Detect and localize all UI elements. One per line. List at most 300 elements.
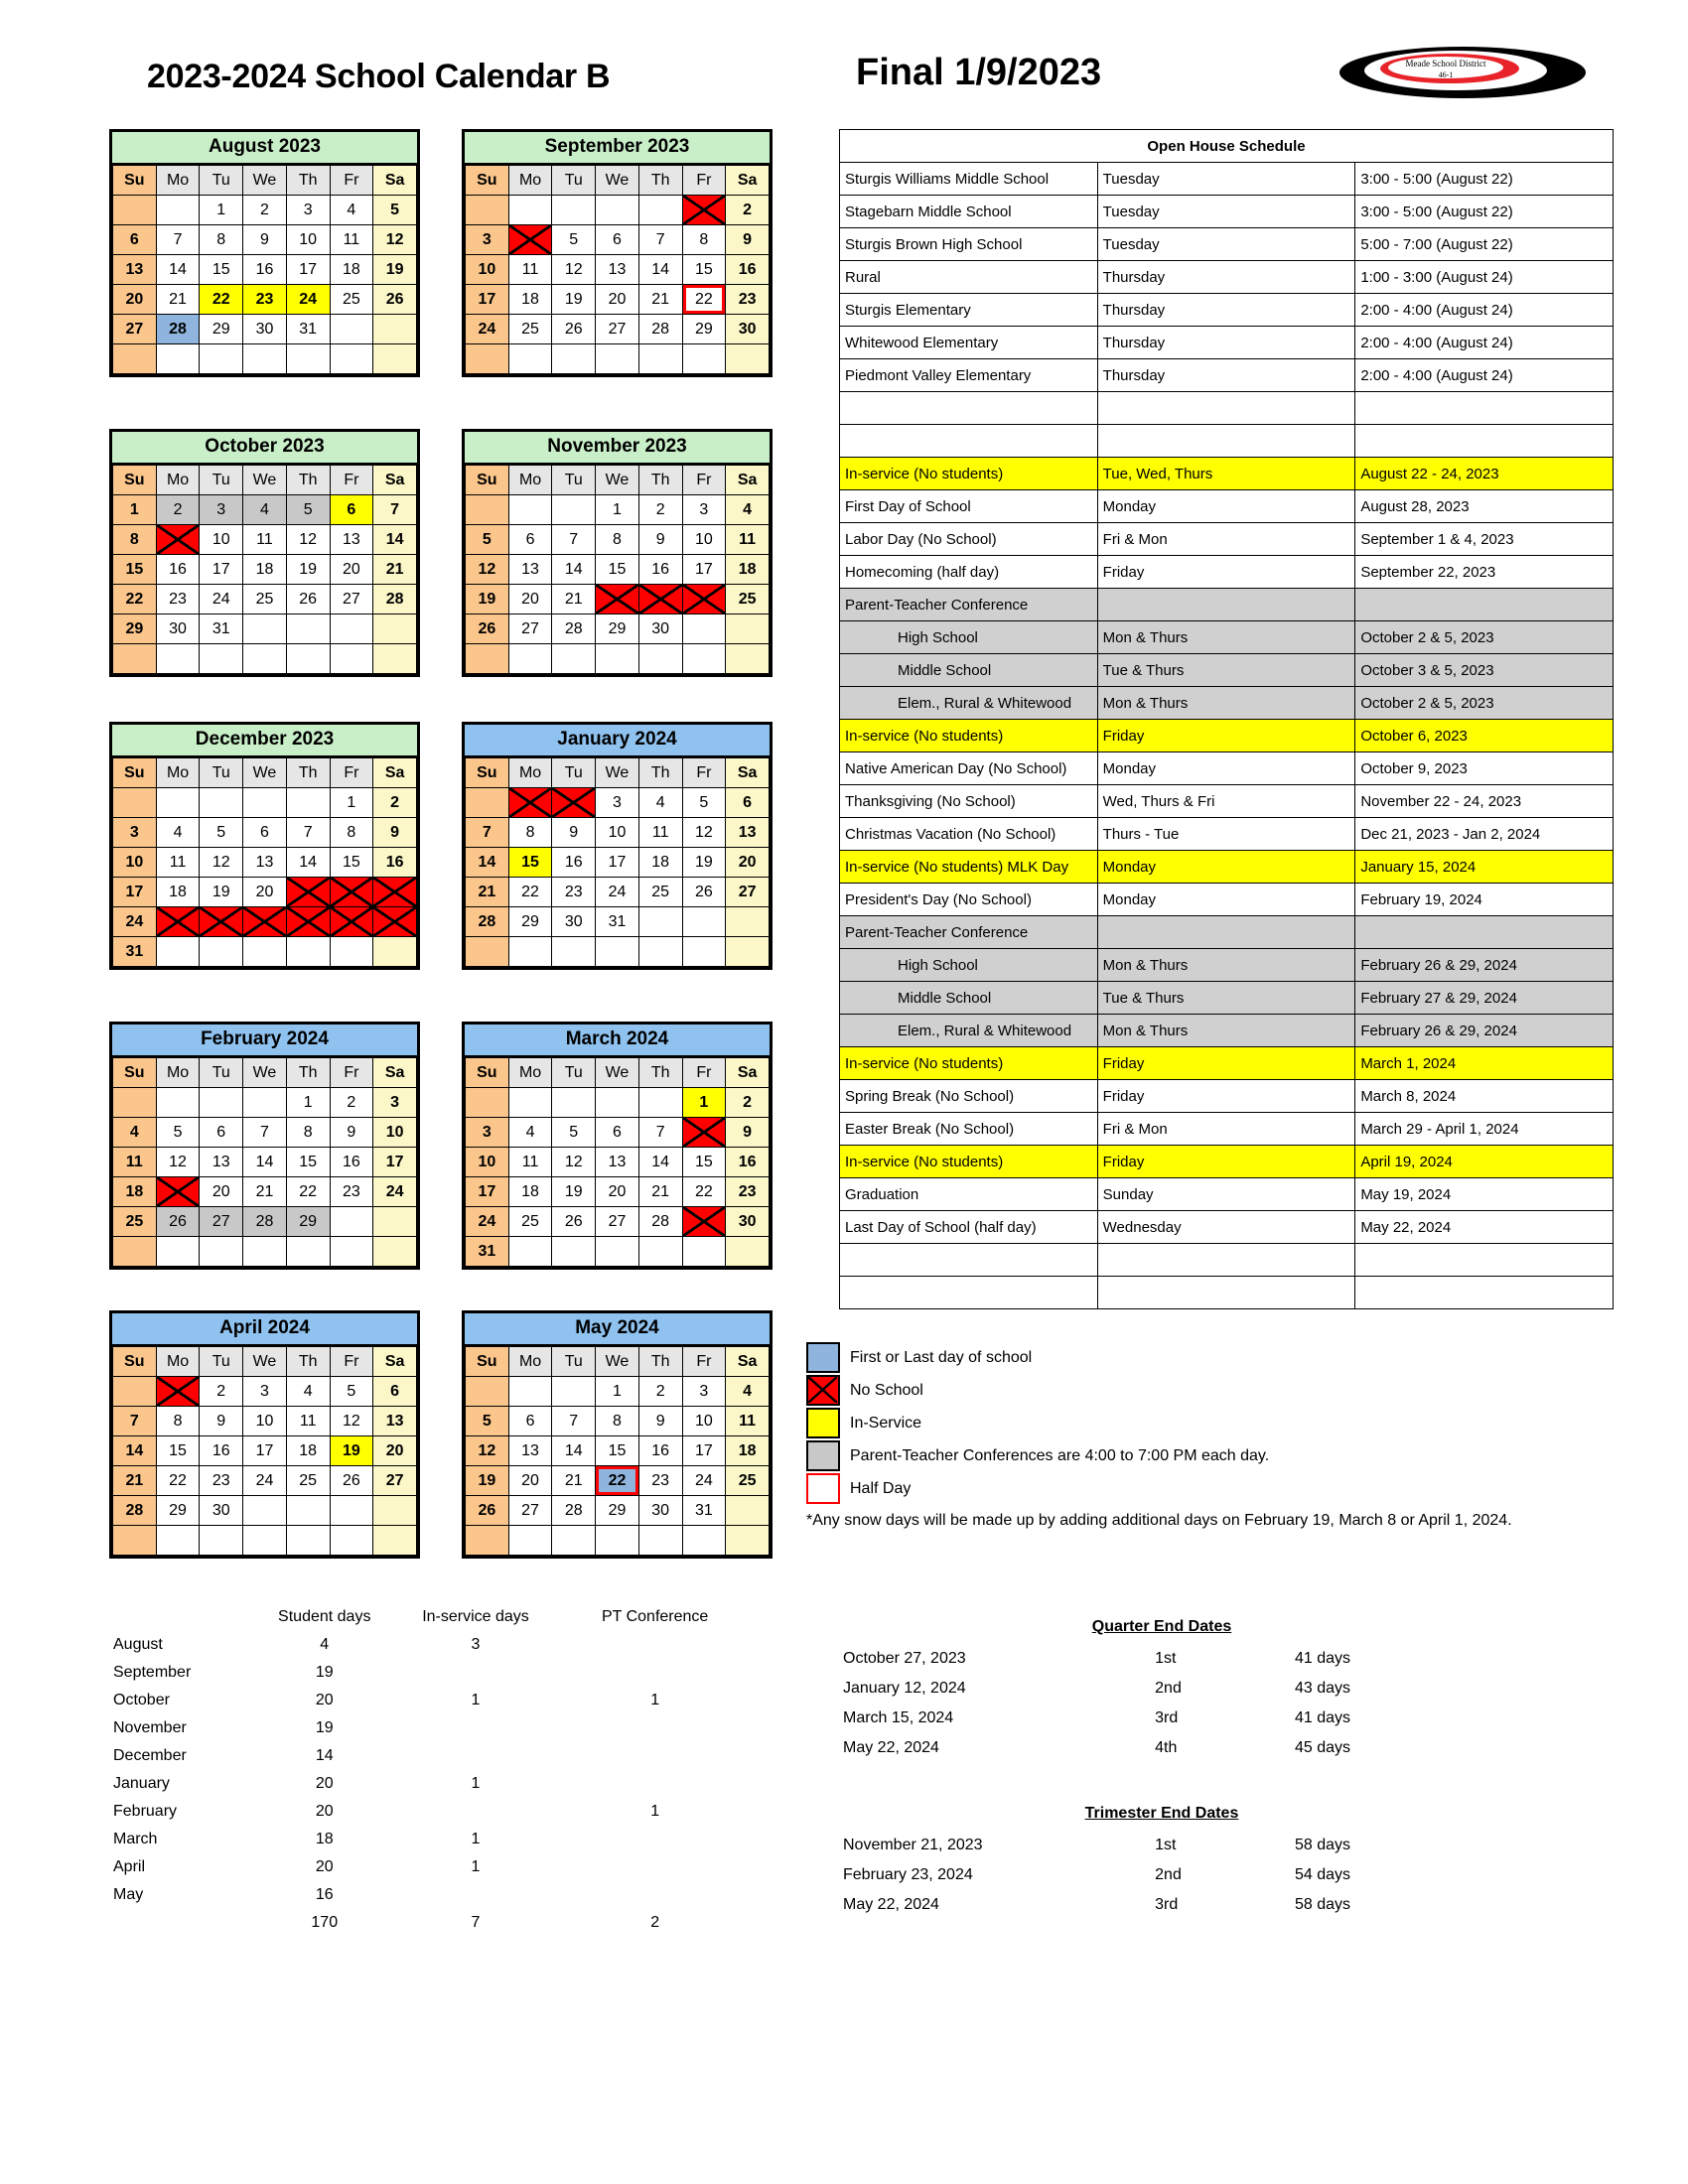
calendar-day-12[interactable]: 12 bbox=[286, 525, 330, 555]
calendar-day-24[interactable]: 24 bbox=[466, 1207, 509, 1237]
calendar-day-25[interactable]: 25 bbox=[508, 315, 552, 344]
calendar-day-3[interactable]: 3 bbox=[243, 1377, 287, 1407]
calendar-day-20[interactable]: 20 bbox=[508, 1466, 552, 1496]
calendar-day-2[interactable] bbox=[552, 788, 596, 818]
calendar-day-18[interactable]: 18 bbox=[330, 255, 373, 285]
calendar-day-15[interactable]: 15 bbox=[156, 1436, 200, 1466]
calendar-day-26[interactable]: 26 bbox=[552, 315, 596, 344]
calendar-day-11[interactable]: 11 bbox=[726, 1407, 770, 1436]
calendar-day-7[interactable]: 7 bbox=[552, 1407, 596, 1436]
calendar-day-10[interactable]: 10 bbox=[682, 525, 726, 555]
calendar-day-12[interactable]: 12 bbox=[466, 555, 509, 585]
calendar-day-23[interactable]: 23 bbox=[726, 1177, 770, 1207]
calendar-day-27[interactable]: 27 bbox=[726, 878, 770, 907]
calendar-day-7[interactable]: 7 bbox=[243, 1118, 287, 1148]
calendar-day-30[interactable] bbox=[373, 907, 417, 937]
calendar-day-5[interactable]: 5 bbox=[286, 495, 330, 525]
calendar-day-29[interactable]: 29 bbox=[508, 907, 552, 937]
calendar-day-15[interactable]: 15 bbox=[508, 848, 552, 878]
calendar-day-10[interactable]: 10 bbox=[682, 1407, 726, 1436]
calendar-day-22[interactable]: 22 bbox=[508, 878, 552, 907]
calendar-day-18[interactable]: 18 bbox=[113, 1177, 157, 1207]
calendar-day-25[interactable]: 25 bbox=[243, 585, 287, 614]
calendar-day-3[interactable]: 3 bbox=[373, 1088, 417, 1118]
calendar-day-9[interactable]: 9 bbox=[726, 225, 770, 255]
calendar-day-21[interactable]: 21 bbox=[113, 1466, 157, 1496]
calendar-day-28[interactable]: 28 bbox=[466, 907, 509, 937]
calendar-day-22[interactable]: 22 bbox=[596, 1466, 639, 1496]
calendar-day-9[interactable]: 9 bbox=[638, 1407, 682, 1436]
calendar-day-23[interactable]: 23 bbox=[200, 1466, 243, 1496]
calendar-day-1[interactable]: 1 bbox=[286, 1088, 330, 1118]
calendar-day-10[interactable]: 10 bbox=[373, 1118, 417, 1148]
calendar-day-8[interactable]: 8 bbox=[286, 1118, 330, 1148]
calendar-day-12[interactable]: 12 bbox=[552, 255, 596, 285]
calendar-day-21[interactable] bbox=[286, 878, 330, 907]
calendar-day-1[interactable] bbox=[682, 196, 726, 225]
calendar-day-25[interactable]: 25 bbox=[286, 1466, 330, 1496]
calendar-day-29[interactable]: 29 bbox=[156, 1496, 200, 1526]
calendar-day-5[interactable]: 5 bbox=[330, 1377, 373, 1407]
calendar-day-19[interactable]: 19 bbox=[286, 555, 330, 585]
calendar-day-18[interactable]: 18 bbox=[726, 555, 770, 585]
calendar-day-22[interactable] bbox=[596, 585, 639, 614]
calendar-day-4[interactable]: 4 bbox=[286, 1377, 330, 1407]
calendar-day-2[interactable]: 2 bbox=[726, 196, 770, 225]
calendar-day-10[interactable]: 10 bbox=[286, 225, 330, 255]
calendar-day-1[interactable]: 1 bbox=[596, 495, 639, 525]
calendar-day-31[interactable]: 31 bbox=[682, 1496, 726, 1526]
calendar-day-9[interactable]: 9 bbox=[200, 1407, 243, 1436]
calendar-day-13[interactable]: 13 bbox=[200, 1148, 243, 1177]
calendar-day-2[interactable]: 2 bbox=[373, 788, 417, 818]
calendar-day-25[interactable] bbox=[156, 907, 200, 937]
calendar-day-16[interactable]: 16 bbox=[243, 255, 287, 285]
calendar-day-13[interactable]: 13 bbox=[373, 1407, 417, 1436]
calendar-day-10[interactable]: 10 bbox=[200, 525, 243, 555]
calendar-day-20[interactable]: 20 bbox=[330, 555, 373, 585]
calendar-day-22[interactable]: 22 bbox=[156, 1466, 200, 1496]
calendar-day-17[interactable]: 17 bbox=[682, 1436, 726, 1466]
calendar-day-4[interactable]: 4 bbox=[243, 495, 287, 525]
calendar-day-20[interactable]: 20 bbox=[596, 285, 639, 315]
calendar-day-12[interactable]: 12 bbox=[200, 848, 243, 878]
calendar-day-19[interactable]: 19 bbox=[373, 255, 417, 285]
calendar-day-15[interactable]: 15 bbox=[200, 255, 243, 285]
calendar-day-30[interactable]: 30 bbox=[552, 907, 596, 937]
calendar-day-14[interactable]: 14 bbox=[243, 1148, 287, 1177]
calendar-day-27[interactable]: 27 bbox=[373, 1466, 417, 1496]
calendar-day-16[interactable]: 16 bbox=[552, 848, 596, 878]
calendar-day-3[interactable]: 3 bbox=[286, 196, 330, 225]
calendar-day-16[interactable]: 16 bbox=[156, 555, 200, 585]
calendar-day-25[interactable]: 25 bbox=[330, 285, 373, 315]
calendar-day-30[interactable]: 30 bbox=[156, 614, 200, 644]
calendar-day-10[interactable]: 10 bbox=[466, 1148, 509, 1177]
calendar-day-17[interactable]: 17 bbox=[596, 848, 639, 878]
calendar-day-3[interactable]: 3 bbox=[200, 495, 243, 525]
calendar-day-15[interactable]: 15 bbox=[682, 255, 726, 285]
calendar-day-13[interactable]: 13 bbox=[113, 255, 157, 285]
calendar-day-26[interactable]: 26 bbox=[466, 1496, 509, 1526]
calendar-day-5[interactable]: 5 bbox=[200, 818, 243, 848]
calendar-day-8[interactable]: 8 bbox=[508, 818, 552, 848]
calendar-day-3[interactable]: 3 bbox=[466, 225, 509, 255]
calendar-day-8[interactable]: 8 bbox=[113, 525, 157, 555]
calendar-day-13[interactable]: 13 bbox=[330, 525, 373, 555]
calendar-day-4[interactable]: 4 bbox=[638, 788, 682, 818]
calendar-day-8[interactable]: 8 bbox=[156, 1407, 200, 1436]
calendar-day-31[interactable]: 31 bbox=[286, 315, 330, 344]
calendar-day-27[interactable]: 27 bbox=[200, 1207, 243, 1237]
calendar-day-12[interactable]: 12 bbox=[552, 1148, 596, 1177]
calendar-day-5[interactable]: 5 bbox=[682, 788, 726, 818]
calendar-day-6[interactable]: 6 bbox=[508, 525, 552, 555]
calendar-day-8[interactable]: 8 bbox=[330, 818, 373, 848]
calendar-day-26[interactable]: 26 bbox=[156, 1207, 200, 1237]
calendar-day-22[interactable]: 22 bbox=[113, 585, 157, 614]
calendar-day-2[interactable]: 2 bbox=[726, 1088, 770, 1118]
calendar-day-23[interactable]: 23 bbox=[638, 1466, 682, 1496]
calendar-day-13[interactable]: 13 bbox=[726, 818, 770, 848]
calendar-day-1[interactable]: 1 bbox=[113, 495, 157, 525]
calendar-day-17[interactable]: 17 bbox=[466, 1177, 509, 1207]
calendar-day-3[interactable]: 3 bbox=[113, 818, 157, 848]
calendar-day-14[interactable]: 14 bbox=[638, 255, 682, 285]
calendar-day-14[interactable]: 14 bbox=[286, 848, 330, 878]
calendar-day-13[interactable]: 13 bbox=[243, 848, 287, 878]
calendar-day-12[interactable]: 12 bbox=[682, 818, 726, 848]
calendar-day-7[interactable]: 7 bbox=[113, 1407, 157, 1436]
calendar-day-18[interactable]: 18 bbox=[243, 555, 287, 585]
calendar-day-6[interactable]: 6 bbox=[243, 818, 287, 848]
calendar-day-29[interactable] bbox=[682, 1207, 726, 1237]
calendar-day-18[interactable]: 18 bbox=[286, 1436, 330, 1466]
calendar-day-15[interactable]: 15 bbox=[596, 1436, 639, 1466]
calendar-day-4[interactable] bbox=[508, 225, 552, 255]
calendar-day-25[interactable]: 25 bbox=[113, 1207, 157, 1237]
calendar-day-11[interactable]: 11 bbox=[508, 1148, 552, 1177]
calendar-day-19[interactable]: 19 bbox=[200, 878, 243, 907]
calendar-day-11[interactable]: 11 bbox=[156, 848, 200, 878]
calendar-day-28[interactable]: 28 bbox=[373, 585, 417, 614]
calendar-day-6[interactable]: 6 bbox=[596, 1118, 639, 1148]
calendar-day-25[interactable]: 25 bbox=[726, 585, 770, 614]
calendar-day-14[interactable]: 14 bbox=[552, 1436, 596, 1466]
calendar-day-16[interactable]: 16 bbox=[638, 1436, 682, 1466]
calendar-day-28[interactable]: 28 bbox=[638, 1207, 682, 1237]
calendar-day-14[interactable]: 14 bbox=[552, 555, 596, 585]
calendar-day-31[interactable]: 31 bbox=[596, 907, 639, 937]
calendar-day-9[interactable]: 9 bbox=[373, 818, 417, 848]
calendar-day-24[interactable]: 24 bbox=[243, 1466, 287, 1496]
calendar-day-24[interactable]: 24 bbox=[113, 907, 157, 937]
calendar-day-11[interactable]: 11 bbox=[726, 525, 770, 555]
calendar-day-6[interactable]: 6 bbox=[596, 225, 639, 255]
calendar-day-4[interactable]: 4 bbox=[113, 1118, 157, 1148]
calendar-day-28[interactable]: 28 bbox=[243, 1207, 287, 1237]
calendar-day-29[interactable]: 29 bbox=[682, 315, 726, 344]
calendar-day-30[interactable]: 30 bbox=[243, 315, 287, 344]
calendar-day-23[interactable]: 23 bbox=[156, 585, 200, 614]
calendar-day-14[interactable]: 14 bbox=[466, 848, 509, 878]
calendar-day-29[interactable]: 29 bbox=[113, 614, 157, 644]
calendar-day-26[interactable]: 26 bbox=[552, 1207, 596, 1237]
calendar-day-11[interactable]: 11 bbox=[286, 1407, 330, 1436]
calendar-day-13[interactable]: 13 bbox=[596, 1148, 639, 1177]
calendar-day-6[interactable]: 6 bbox=[373, 1377, 417, 1407]
calendar-day-29[interactable]: 29 bbox=[596, 1496, 639, 1526]
calendar-day-27[interactable]: 27 bbox=[596, 1207, 639, 1237]
calendar-day-17[interactable]: 17 bbox=[113, 878, 157, 907]
calendar-day-13[interactable]: 13 bbox=[508, 555, 552, 585]
calendar-day-27[interactable] bbox=[243, 907, 287, 937]
calendar-day-8[interactable]: 8 bbox=[596, 525, 639, 555]
calendar-day-17[interactable]: 17 bbox=[466, 285, 509, 315]
calendar-day-22[interactable]: 22 bbox=[682, 285, 726, 315]
calendar-day-17[interactable]: 17 bbox=[286, 255, 330, 285]
calendar-day-24[interactable]: 24 bbox=[466, 315, 509, 344]
calendar-day-1[interactable]: 1 bbox=[200, 196, 243, 225]
calendar-day-24[interactable]: 24 bbox=[373, 1177, 417, 1207]
calendar-day-23[interactable]: 23 bbox=[330, 1177, 373, 1207]
calendar-day-6[interactable]: 6 bbox=[330, 495, 373, 525]
calendar-day-24[interactable]: 24 bbox=[286, 285, 330, 315]
calendar-day-28[interactable] bbox=[286, 907, 330, 937]
calendar-day-11[interactable]: 11 bbox=[243, 525, 287, 555]
calendar-day-4[interactable]: 4 bbox=[508, 1118, 552, 1148]
calendar-day-6[interactable]: 6 bbox=[726, 788, 770, 818]
calendar-day-20[interactable]: 20 bbox=[113, 285, 157, 315]
calendar-day-3[interactable]: 3 bbox=[682, 1377, 726, 1407]
calendar-day-21[interactable]: 21 bbox=[466, 878, 509, 907]
calendar-day-4[interactable]: 4 bbox=[156, 818, 200, 848]
calendar-day-8[interactable] bbox=[682, 1118, 726, 1148]
calendar-day-24[interactable]: 24 bbox=[596, 878, 639, 907]
calendar-day-12[interactable]: 12 bbox=[156, 1148, 200, 1177]
calendar-day-6[interactable]: 6 bbox=[113, 225, 157, 255]
calendar-day-10[interactable]: 10 bbox=[243, 1407, 287, 1436]
calendar-day-17[interactable]: 17 bbox=[373, 1148, 417, 1177]
calendar-day-1[interactable]: 1 bbox=[596, 1377, 639, 1407]
calendar-day-24[interactable]: 24 bbox=[200, 585, 243, 614]
calendar-day-12[interactable]: 12 bbox=[466, 1436, 509, 1466]
calendar-day-13[interactable]: 13 bbox=[596, 255, 639, 285]
calendar-day-18[interactable]: 18 bbox=[156, 878, 200, 907]
calendar-day-14[interactable]: 14 bbox=[638, 1148, 682, 1177]
calendar-day-15[interactable]: 15 bbox=[682, 1148, 726, 1177]
calendar-day-30[interactable]: 30 bbox=[638, 1496, 682, 1526]
calendar-day-28[interactable]: 28 bbox=[113, 1496, 157, 1526]
calendar-day-15[interactable]: 15 bbox=[330, 848, 373, 878]
calendar-day-28[interactable]: 28 bbox=[552, 614, 596, 644]
calendar-day-22[interactable]: 22 bbox=[682, 1177, 726, 1207]
calendar-day-21[interactable]: 21 bbox=[552, 1466, 596, 1496]
calendar-day-16[interactable]: 16 bbox=[638, 555, 682, 585]
calendar-day-19[interactable]: 19 bbox=[466, 585, 509, 614]
calendar-day-11[interactable]: 11 bbox=[330, 225, 373, 255]
calendar-day-14[interactable]: 14 bbox=[373, 525, 417, 555]
calendar-day-25[interactable]: 25 bbox=[508, 1207, 552, 1237]
calendar-day-11[interactable]: 11 bbox=[508, 255, 552, 285]
calendar-day-7[interactable]: 7 bbox=[286, 818, 330, 848]
calendar-day-19[interactable]: 19 bbox=[466, 1466, 509, 1496]
calendar-day-28[interactable]: 28 bbox=[156, 315, 200, 344]
calendar-day-31[interactable]: 31 bbox=[113, 937, 157, 967]
calendar-day-1[interactable]: 1 bbox=[330, 788, 373, 818]
calendar-day-9[interactable]: 9 bbox=[552, 818, 596, 848]
calendar-day-26[interactable]: 26 bbox=[466, 614, 509, 644]
calendar-day-4[interactable]: 4 bbox=[330, 196, 373, 225]
calendar-day-17[interactable]: 17 bbox=[243, 1436, 287, 1466]
calendar-day-26[interactable]: 26 bbox=[330, 1466, 373, 1496]
calendar-day-29[interactable]: 29 bbox=[286, 1207, 330, 1237]
calendar-day-10[interactable]: 10 bbox=[466, 255, 509, 285]
calendar-day-21[interactable]: 21 bbox=[373, 555, 417, 585]
calendar-day-20[interactable]: 20 bbox=[596, 1177, 639, 1207]
calendar-day-20[interactable]: 20 bbox=[243, 878, 287, 907]
calendar-day-30[interactable]: 30 bbox=[200, 1496, 243, 1526]
calendar-day-8[interactable]: 8 bbox=[596, 1407, 639, 1436]
calendar-day-25[interactable]: 25 bbox=[638, 878, 682, 907]
calendar-day-9[interactable]: 9 bbox=[243, 225, 287, 255]
calendar-day-15[interactable]: 15 bbox=[113, 555, 157, 585]
calendar-day-19[interactable]: 19 bbox=[552, 1177, 596, 1207]
calendar-day-20[interactable]: 20 bbox=[508, 585, 552, 614]
calendar-day-17[interactable]: 17 bbox=[682, 555, 726, 585]
calendar-day-29[interactable] bbox=[330, 907, 373, 937]
calendar-day-2[interactable]: 2 bbox=[243, 196, 287, 225]
calendar-day-7[interactable]: 7 bbox=[466, 818, 509, 848]
calendar-day-21[interactable]: 21 bbox=[638, 285, 682, 315]
calendar-day-27[interactable]: 27 bbox=[330, 585, 373, 614]
calendar-day-7[interactable]: 7 bbox=[156, 225, 200, 255]
calendar-day-2[interactable]: 2 bbox=[200, 1377, 243, 1407]
calendar-day-20[interactable]: 20 bbox=[200, 1177, 243, 1207]
calendar-day-7[interactable]: 7 bbox=[638, 225, 682, 255]
calendar-day-23[interactable] bbox=[373, 878, 417, 907]
calendar-day-1[interactable] bbox=[156, 1377, 200, 1407]
calendar-day-11[interactable]: 11 bbox=[113, 1148, 157, 1177]
calendar-day-14[interactable]: 14 bbox=[156, 255, 200, 285]
calendar-day-5[interactable]: 5 bbox=[466, 525, 509, 555]
calendar-day-16[interactable]: 16 bbox=[726, 1148, 770, 1177]
calendar-day-23[interactable] bbox=[638, 585, 682, 614]
calendar-day-27[interactable]: 27 bbox=[596, 315, 639, 344]
calendar-day-24[interactable]: 24 bbox=[682, 1466, 726, 1496]
calendar-day-9[interactable]: 9 bbox=[330, 1118, 373, 1148]
calendar-day-9[interactable]: 9 bbox=[726, 1118, 770, 1148]
calendar-day-18[interactable]: 18 bbox=[638, 848, 682, 878]
calendar-day-19[interactable] bbox=[156, 1177, 200, 1207]
calendar-day-5[interactable]: 5 bbox=[373, 196, 417, 225]
calendar-day-2[interactable]: 2 bbox=[638, 1377, 682, 1407]
calendar-day-23[interactable]: 23 bbox=[552, 878, 596, 907]
calendar-day-9[interactable]: 9 bbox=[638, 525, 682, 555]
calendar-day-19[interactable]: 19 bbox=[330, 1436, 373, 1466]
calendar-day-19[interactable]: 19 bbox=[552, 285, 596, 315]
calendar-day-24[interactable] bbox=[682, 585, 726, 614]
calendar-day-5[interactable]: 5 bbox=[552, 225, 596, 255]
calendar-day-14[interactable]: 14 bbox=[113, 1436, 157, 1466]
calendar-day-4[interactable]: 4 bbox=[726, 1377, 770, 1407]
calendar-day-7[interactable]: 7 bbox=[638, 1118, 682, 1148]
calendar-day-27[interactable]: 27 bbox=[113, 315, 157, 344]
calendar-day-1[interactable] bbox=[508, 788, 552, 818]
calendar-day-3[interactable]: 3 bbox=[682, 495, 726, 525]
calendar-day-8[interactable]: 8 bbox=[682, 225, 726, 255]
calendar-day-16[interactable]: 16 bbox=[726, 255, 770, 285]
calendar-day-18[interactable]: 18 bbox=[726, 1436, 770, 1466]
calendar-day-21[interactable]: 21 bbox=[552, 585, 596, 614]
calendar-day-7[interactable]: 7 bbox=[552, 525, 596, 555]
calendar-day-6[interactable]: 6 bbox=[200, 1118, 243, 1148]
calendar-day-5[interactable]: 5 bbox=[156, 1118, 200, 1148]
calendar-day-23[interactable]: 23 bbox=[726, 285, 770, 315]
calendar-day-11[interactable]: 11 bbox=[638, 818, 682, 848]
calendar-day-12[interactable]: 12 bbox=[330, 1407, 373, 1436]
calendar-day-28[interactable]: 28 bbox=[552, 1496, 596, 1526]
calendar-day-15[interactable]: 15 bbox=[596, 555, 639, 585]
calendar-day-20[interactable]: 20 bbox=[373, 1436, 417, 1466]
calendar-day-19[interactable]: 19 bbox=[682, 848, 726, 878]
calendar-day-28[interactable]: 28 bbox=[638, 315, 682, 344]
calendar-day-26[interactable]: 26 bbox=[682, 878, 726, 907]
calendar-day-26[interactable] bbox=[200, 907, 243, 937]
calendar-day-9[interactable] bbox=[156, 525, 200, 555]
calendar-day-30[interactable]: 30 bbox=[638, 614, 682, 644]
calendar-day-29[interactable]: 29 bbox=[596, 614, 639, 644]
calendar-day-2[interactable]: 2 bbox=[156, 495, 200, 525]
calendar-day-22[interactable]: 22 bbox=[286, 1177, 330, 1207]
calendar-day-31[interactable]: 31 bbox=[466, 1237, 509, 1267]
calendar-day-16[interactable]: 16 bbox=[373, 848, 417, 878]
calendar-day-27[interactable]: 27 bbox=[508, 1496, 552, 1526]
calendar-day-10[interactable]: 10 bbox=[113, 848, 157, 878]
calendar-day-30[interactable]: 30 bbox=[726, 1207, 770, 1237]
calendar-day-2[interactable]: 2 bbox=[638, 495, 682, 525]
calendar-day-3[interactable]: 3 bbox=[466, 1118, 509, 1148]
calendar-day-13[interactable]: 13 bbox=[508, 1436, 552, 1466]
calendar-day-10[interactable]: 10 bbox=[596, 818, 639, 848]
calendar-day-26[interactable]: 26 bbox=[373, 285, 417, 315]
calendar-day-25[interactable]: 25 bbox=[726, 1466, 770, 1496]
calendar-day-7[interactable]: 7 bbox=[373, 495, 417, 525]
calendar-day-8[interactable]: 8 bbox=[200, 225, 243, 255]
calendar-day-20[interactable]: 20 bbox=[726, 848, 770, 878]
calendar-day-5[interactable]: 5 bbox=[466, 1407, 509, 1436]
calendar-day-4[interactable]: 4 bbox=[726, 495, 770, 525]
calendar-day-6[interactable]: 6 bbox=[508, 1407, 552, 1436]
calendar-day-18[interactable]: 18 bbox=[508, 285, 552, 315]
calendar-day-16[interactable]: 16 bbox=[200, 1436, 243, 1466]
calendar-day-5[interactable]: 5 bbox=[552, 1118, 596, 1148]
calendar-day-23[interactable]: 23 bbox=[243, 285, 287, 315]
calendar-day-30[interactable]: 30 bbox=[726, 315, 770, 344]
calendar-day-18[interactable]: 18 bbox=[508, 1177, 552, 1207]
calendar-day-15[interactable]: 15 bbox=[286, 1148, 330, 1177]
calendar-day-21[interactable]: 21 bbox=[638, 1177, 682, 1207]
calendar-day-29[interactable]: 29 bbox=[200, 315, 243, 344]
calendar-day-1[interactable]: 1 bbox=[682, 1088, 726, 1118]
calendar-day-22[interactable]: 22 bbox=[200, 285, 243, 315]
calendar-day-22[interactable] bbox=[330, 878, 373, 907]
calendar-day-12[interactable]: 12 bbox=[373, 225, 417, 255]
calendar-day-16[interactable]: 16 bbox=[330, 1148, 373, 1177]
calendar-day-27[interactable]: 27 bbox=[508, 614, 552, 644]
calendar-day-26[interactable]: 26 bbox=[286, 585, 330, 614]
calendar-day-31[interactable]: 31 bbox=[200, 614, 243, 644]
